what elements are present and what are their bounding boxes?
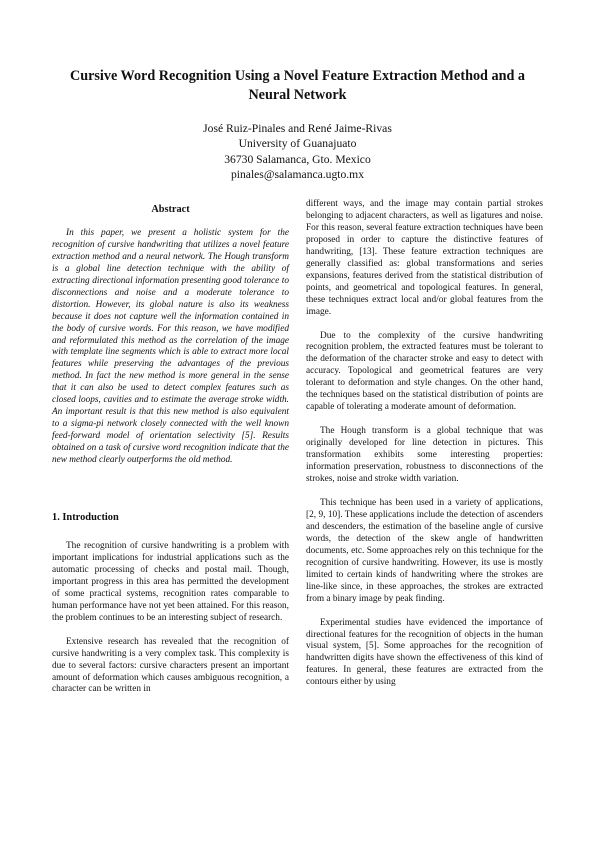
right-paragraph-3: The Hough transform is a global technique that was originally developed for line detection in pictures. This transformation exhibits some interesting properties: information preservation, robustness to disconnections of the strokes, noise and stroke width variation. bbox=[306, 426, 543, 485]
author-names: José Ruiz-Pinales and René Jaime-Rivas bbox=[203, 122, 392, 135]
right-paragraph-1: different ways, and the image may contain partial strokes belonging to adjacent characters, as well as ligatures and noise. For this reason, several feature extraction techniques have been proposed in order to capture the distinctive features of handwriting, [13]. These feature extraction techniques are generally classified as: global transformations and series expansions, features derived from the statistical distribution of points, and geometrical and topological features. In general, these techniques extract local and/or global features from the image. bbox=[306, 199, 543, 317]
introduction-paragraph-1: The recognition of cursive handwriting is a problem with important implications for industrial applications such as the automatic processing of checks and postal mail. Though, important progress in this area has permitted the development of some practical systems, recognition rates comparable to human performance have not yet been attained. For this reason, the problem continues to be an interesting subject of research. bbox=[52, 540, 289, 623]
abstract-heading: Abstract bbox=[151, 204, 190, 215]
title-line-2: Neural Network bbox=[248, 86, 347, 103]
abstract-text: In this paper, we present a holistic system for the recognition of cursive handwriting that utilizes a novel feature extraction method and a neural network. The Hough transform is a global line detection technique with the ability of extracting directional information presenting good tolerance to disconnections and noise and a moderate tolerance to distortion. However, its global nature is also its weakness because it does not capture well the information contained in the body of cursive words. For this reason, we have modified and reformulated this method as the correlation of the image with template line segments which is able to extract more local features while preserving the advantages of the previous method. In fact the new method is more general in the sense that it can also be used to detect complex features such as closed loops, cavities and to estimate the average stroke width. An important result is that this new method is also equivalent to a sigma-pi network closely connected with the well known feed-forward model of orientation selectivity [5]. Results obtained on a task of cursive word recognition indicate that the new method clearly outperforms the old method. bbox=[52, 227, 289, 466]
introduction-paragraph-2: Extensive research has revealed that the recognition of cursive handwriting is a very complex task. This complexity is due to several factors: cursive characters present an important amount of deformation which causes ambiguous recognition, a character can be written in bbox=[52, 636, 289, 695]
title-line-1: Cursive Word Recognition Using a Novel Feature Extraction Method and a bbox=[69, 68, 526, 84]
right-paragraph-4: This technique has been used in a variety of applications, [2, 9, 10]. These applications include the detection of ascenders and descenders, the estimation of the baseline angle of cursive words, the detection of the skew angle of handwritten documents, etc. Some approaches rely on this technique for the recognition of cursive handwriting. However, its use is mostly limited to certain kinds of handwriting where the strokes are line-like since, in these approaches, the strokes are extracted from a binary image by peak finding. bbox=[306, 497, 543, 604]
right-paragraph-2: Due to the complexity of the cursive handwriting recognition problem, the extracted features must be tolerant to the deformation of the character stroke and easy to detect with accuracy. Topological and geometrical features are very tolerant to deformation and style changes. On the other hand, the techniques based on the statistical distribution of points are capable of tolerating a moderate amount of deformation. bbox=[306, 330, 543, 413]
author-block bbox=[100, 121, 495, 182]
author-affiliation: University of Guanajuato bbox=[238, 137, 357, 151]
left-column bbox=[52, 198, 289, 708]
author-address: 36730 Salamanca, Gto. Mexico bbox=[224, 152, 371, 166]
right-column bbox=[306, 199, 543, 701]
author-email: pinales@salamanca.ugto.mx bbox=[230, 167, 365, 181]
right-paragraph-5: Experimental studies have evidenced the importance of directional features for the recognition of objects in the human visual system, [5]. Some approaches for the recognition of handwritten digits have shown the effectiveness of this kind of features. In general, these features are extracted from the contours either by using bbox=[306, 617, 543, 688]
paper-title bbox=[60, 67, 535, 104]
introduction-heading: 1. Introduction bbox=[52, 512, 119, 524]
